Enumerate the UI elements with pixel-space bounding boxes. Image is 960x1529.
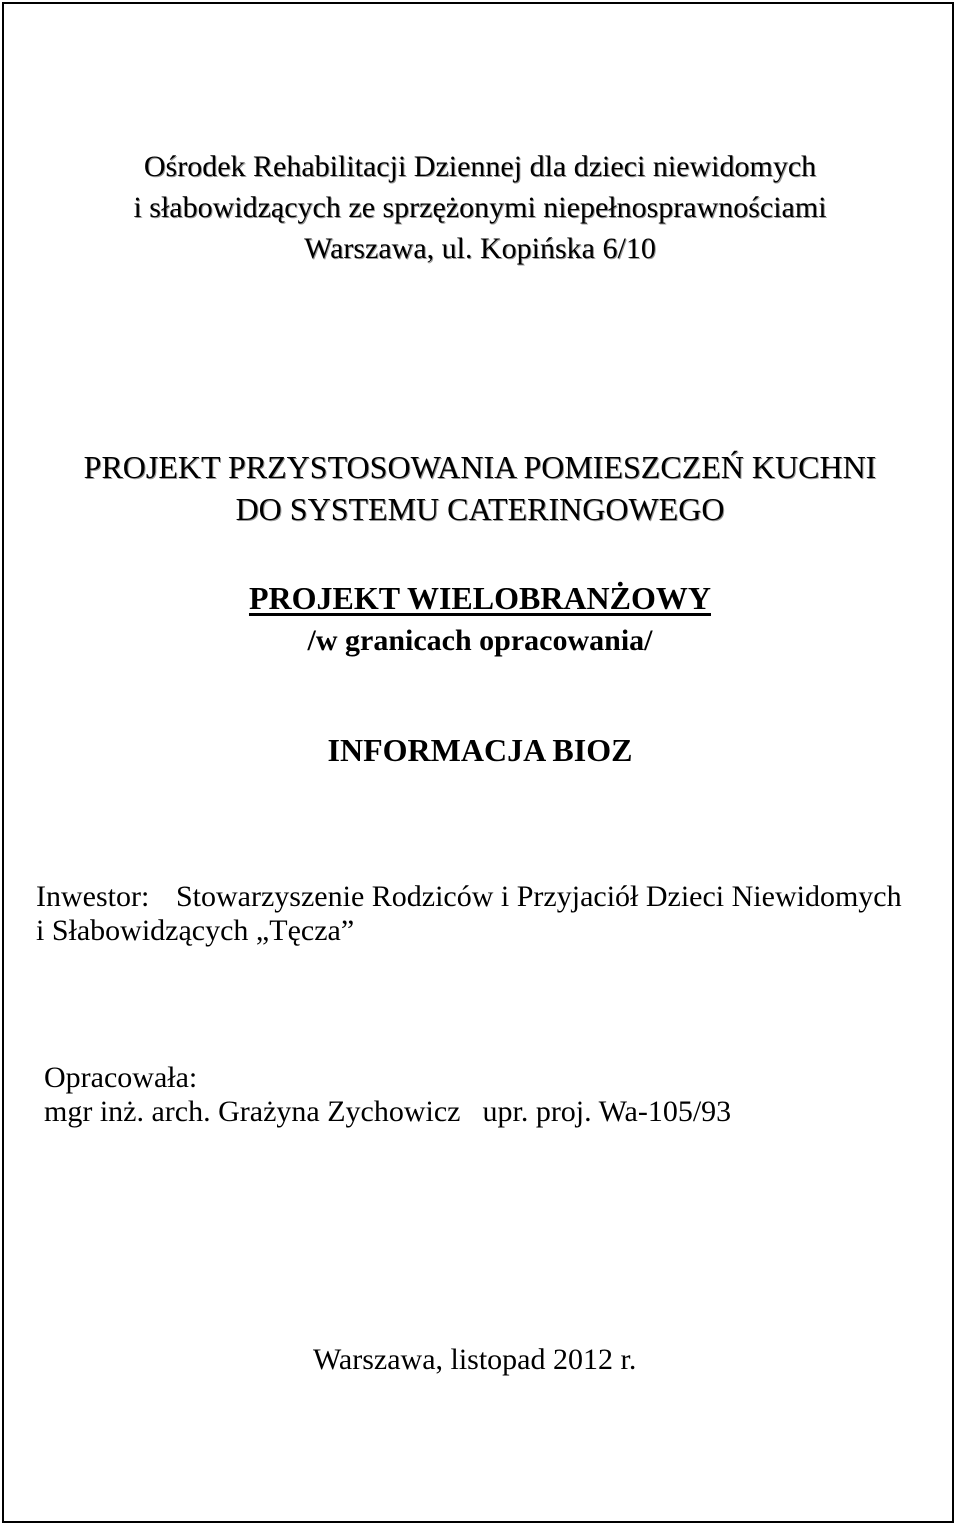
project-type-heading: PROJEKT WIELOBRANŻOWY xyxy=(248,580,711,616)
project-title-line-2: DO SYSTEMU CATERINGOWEGO xyxy=(235,491,725,527)
investor-line-1 xyxy=(36,882,902,912)
author-license: upr. proj. Wa-105/93 xyxy=(482,1095,732,1128)
investor-name-line-2: i Słabowidzących „Tęcza” xyxy=(36,914,355,947)
author-line xyxy=(44,1097,731,1127)
place-and-date: Warszawa, listopad 2012 r. xyxy=(313,1343,637,1376)
author-label: Opracowała: xyxy=(44,1061,198,1094)
investor-name-line-1: Stowarzyszenie Rodziców i Przyjaciół Dzieci Niewidomych xyxy=(176,880,902,913)
author-name: mgr inż. arch. Grażyna Zychowicz xyxy=(44,1095,461,1128)
investor-label: Inwestor: xyxy=(36,880,150,913)
project-title-line-1: PROJEKT PRZYSTOSOWANIA POMIESZCZEŃ KUCHNI xyxy=(83,449,877,485)
institution-name-line-2: i słabowidzących ze sprzężonymi niepełnosprawnościami xyxy=(133,191,827,224)
project-scope: /w granicach opracowania/ xyxy=(307,624,653,657)
institution-address: Warszawa, ul. Kopińska 6/10 xyxy=(304,232,656,265)
section-title: INFORMACJA BIOZ xyxy=(327,732,633,768)
institution-name-line-1: Ośrodek Rehabilitacji Dziennej dla dzieci niewidomych xyxy=(143,150,817,183)
